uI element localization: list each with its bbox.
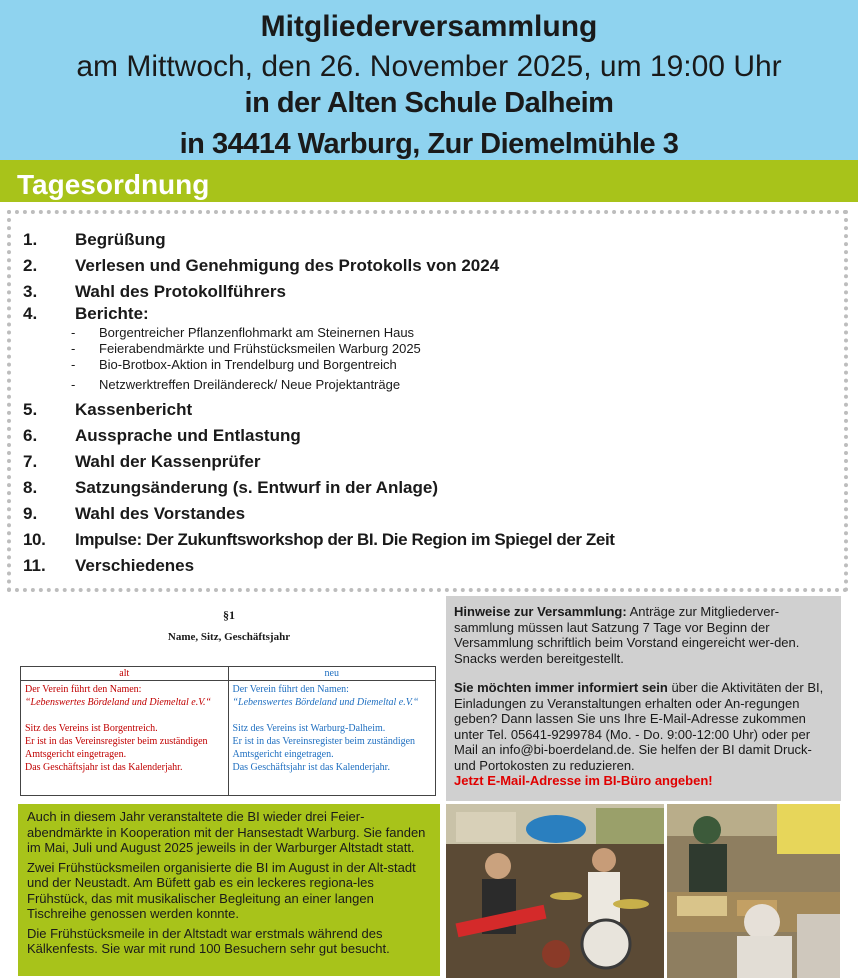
- agenda-item-text: Wahl des Protokollführers: [75, 282, 286, 301]
- association-name: “Lebenswertes Bördeland und Diemeltal e.V.“: [232, 697, 419, 708]
- statute-line: Das Geschäftsjahr ist das Kalenderjahr.: [25, 762, 183, 773]
- agenda-item-text: Wahl des Vorstandes: [75, 504, 246, 523]
- report-paragraph: Zwei Frühstücksmeilen organisierte die BI im August in der Alt-stadt und der Neustadt. Am Büfett gab es ein leckeres regiona-les Frühstück, das mit musikalischer Begleitung an einer langen Tischreihe genossen werden konnte.: [27, 859, 416, 921]
- report-paragraph: Die Frühstücksmeile in der Altstadt war erstmals während des Kälkenfests. Sie war mit rund 100 Besuchern sehr gut besucht.: [27, 925, 390, 956]
- agenda-item-text: Wahl der Kassenprüfer: [75, 452, 261, 471]
- agenda-heading: Tagesordnung: [17, 169, 210, 200]
- email-call-to-action: Jetzt E-Mail-Adresse im BI-Büro angeben!: [454, 773, 713, 788]
- column-header-alt: alt: [21, 667, 229, 681]
- report-subitem-text: Feierabendmärkte und Frühstücksmeilen Warburg 2025: [99, 341, 421, 356]
- agenda-box: [7, 210, 848, 592]
- band-photo-illustration: [446, 804, 664, 978]
- agenda-item-text: Verlesen und Genehmigung des Protokolls von 2024: [75, 256, 500, 275]
- agenda-item-number: 5.: [23, 400, 38, 419]
- bullet-dash: -: [71, 377, 76, 392]
- band-photo: [446, 804, 664, 978]
- event-title: Mitgliederversammlung: [260, 10, 598, 43]
- report-subitem-text: Bio-Brotbox-Aktion in Trendelburg und Borgentreich: [99, 357, 397, 372]
- statute-paragraph-title: Name, Sitz, Geschäftsjahr: [167, 631, 291, 643]
- agenda-item-number: 10.: [23, 530, 46, 549]
- report-subitem-text: Netzwerktreffen Dreiländereck/ Neue Projektanträge: [99, 377, 401, 392]
- report-paragraph: Auch in diesem Jahr veranstaltete die BI wieder drei Feier-abendmärkte in Kooperation mit der Hansestadt Warburg. Sie fanden im Mai, Juli und August 2025 jeweils in der Warburger Altstadt statt.: [27, 809, 426, 855]
- market-stall-illustration: [667, 804, 840, 978]
- meeting-note-heading: Hinweise zur Versammlung:: [454, 604, 627, 619]
- newsletter-heading: Sie möchten immer informiert sein: [454, 680, 668, 695]
- agenda-item-number: 8.: [23, 478, 38, 497]
- agenda-item-text: Satzungsänderung (s. Entwurf in der Anlage): [75, 478, 439, 497]
- agenda-item-number: 7.: [23, 452, 38, 471]
- agenda-item-text: Impulse: Der Zukunftsworkshop der BI. Die Region im Spiegel der Zeit: [75, 530, 615, 549]
- statute-line: Er ist in das Vereinsregister beim zuständigen Amtsgericht eingetragen.: [25, 736, 208, 760]
- statute-excerpt: [18, 598, 440, 798]
- event-header: [0, 0, 858, 160]
- agenda-heading-bar: [0, 160, 858, 202]
- event-venue: in der Alten Schule Dalheim: [244, 87, 614, 119]
- bullet-dash: -: [71, 341, 76, 356]
- bullet-dash: -: [71, 357, 76, 372]
- statute-line: Der Verein führt den Namen:: [232, 684, 349, 695]
- agenda-item-number: 9.: [23, 504, 38, 523]
- agenda-item-text: Verschiedenes: [75, 556, 195, 575]
- agenda-item-text: Berichte:: [75, 304, 149, 323]
- statute-line: Der Verein führt den Namen:: [25, 684, 142, 695]
- market-report-box: [18, 804, 440, 976]
- meeting-note: [454, 604, 833, 666]
- event-address: in 34414 Warburg, Zur Diemelmühle 3: [179, 128, 679, 160]
- event-date: am Mittwoch, den 26. November 2025, um 19:00 Uhr: [76, 50, 782, 83]
- agenda-item-text: Kassenbericht: [75, 400, 193, 419]
- market-stall-photo: [667, 804, 840, 978]
- old-statute-cell: [21, 681, 229, 796]
- agenda-item-number: 2.: [23, 256, 38, 275]
- statute-line: Das Geschäftsjahr ist das Kalenderjahr.: [232, 762, 390, 773]
- agenda-item-number: 6.: [23, 426, 38, 445]
- statute-line: Sitz des Vereins ist Warburg-Dalheim.: [232, 723, 386, 734]
- statute-comparison-table: [20, 666, 436, 796]
- bullet-dash: -: [71, 325, 76, 340]
- association-name: “Lebenswertes Bördeland und Diemeltal e.V.“: [25, 697, 212, 708]
- agenda-item-number: 3.: [23, 282, 38, 301]
- new-statute-cell: [228, 681, 436, 796]
- agenda-item-text: Begrüßung: [75, 230, 166, 249]
- newsletter-note: [454, 680, 833, 773]
- agenda-item-number: 4.: [23, 304, 38, 323]
- meeting-note-text: Anträge zur Mitgliederver-sammlung müssen laut Satzung 7 Tage vor Beginn der Versammlung schriftlich beim Vorstand eingereicht wer-den. Snacks werden bereitgestellt.: [454, 604, 800, 666]
- statute-line: Er ist in das Vereinsregister beim zuständigen Amtsgericht eingetragen.: [232, 736, 416, 760]
- agenda-item-text: Aussprache und Entlastung: [75, 426, 301, 445]
- statute-line: Sitz des Vereins ist Borgentreich.: [25, 723, 158, 734]
- agenda-item-number: 11.: [23, 556, 46, 575]
- column-header-neu: neu: [228, 667, 436, 681]
- statute-paragraph-number: §1: [223, 608, 235, 622]
- report-subitem-text: Borgentreicher Pflanzenflohmarkt am Steinernen Haus: [99, 325, 415, 340]
- meeting-notes-box: [446, 596, 841, 801]
- newsletter-text: über die Aktivitäten der BI, Einladungen zu Veranstaltungen erhalten oder An-regungen geben? Dann lassen Sie uns Ihre E-Mail-Adresse zukommen unter Tel. 05641-9299784 (Mo. - Do. 9:00-12:00 Uhr) oder per Mail an info@bi-boerdeland.de. Sie helfen der BI damit Druck- und Portokosten zu reduzieren.: [454, 680, 824, 773]
- agenda-item-number: 1.: [23, 230, 38, 249]
